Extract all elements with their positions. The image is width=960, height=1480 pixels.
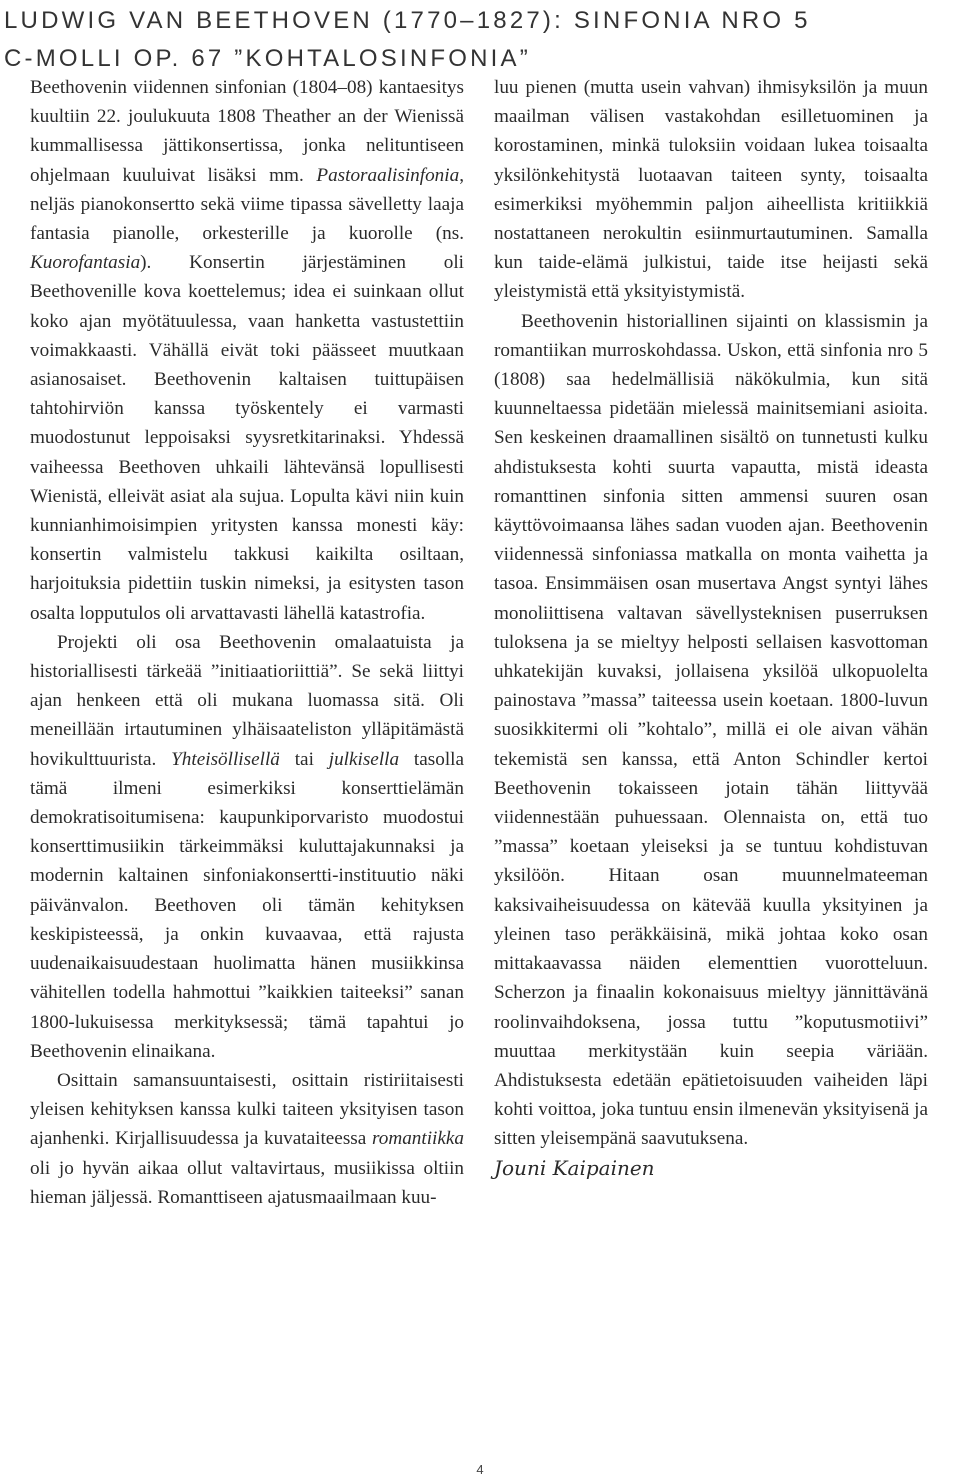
- right-column: [494, 73, 928, 1183]
- italic-work-title: Pastoraalisinfonia: [316, 164, 460, 186]
- italic-work-title: Kuorofantasia: [30, 252, 141, 274]
- article-title: [4, 2, 954, 78]
- paragraph-5: Beethovenin historiallinen sijainti on klassismin ja romantiikan murroskohdassa. Uskon, että sinfonia nro 5 (1808) saa hedelmällisiä näkökulmia, kun sitä kuunneltaessa pidetään mielessä mainitsemiani asioita. Sen keskeinen draamallinen sisältö on tunnetusti kulku ahdistuksesta kohti suurta vapautta, mistä ideasta romanttinen sinfonia sitten ammensi suuren osan käyttövoimaansa lähes sadan vuoden ajan. Beethovenin viidennessä sinfoniassa matkalla on monta vaihetta ja tasoa. Ensimmäisen osan musertava Angst syntyi lähes monoliittisena valtavan sävellysteknisen puserruksen tuloksena ja se mieltyy helposti sellaisen kasvottoman uhkatekijän kuvaksi, jollaisena yksilöä ulkopuolelta painostava ”massa” taiteessa usein koetaan. 1800-luvun suosikkitermi oli ”kohtalo”, millä ei ole aivan vähän tekemistä sen kanssa, että Anton Schindler kertoi Beethovenin tokaisseen jotain tähän liittyvää viidennestään puhuessaan. Olennaista on, että tuo ”massa” koetaan yleiseksi ja se tuntuu kohdistuvan yksilöön. Hitaan osan muunnelmateeman kaksivaiheisuudessa on kätevää kuulla yksityinen ja yleinen taso peräkkäisinä, mikä johtaa koko osan mittakaavassa näiden elementtien vuorotteluun. Scherzon ja finaalin kokonaisuus mieltyy jännittävänä roolinvaihdoksena, jossa tuttu ”koputusmotiivi” muuttaa merkitystään kuin seepia väriään. Ahdistuksesta edetään epätietoisuuden vaiheiden läpi kohti voittoa, joka tuntuu ensin ilmenevän yksityisenä ja sitten yleisempänä saavutuksena.: [494, 310, 928, 1150]
- paragraph-4: luu pienen (mutta usein vahvan) ihmisyksilön ja muun maailman välisen vastakohdan esilletuominen ja korostaminen, minkä tuloksiin voidaan lukea toisaalta yksilönkehitystä luotaavan taiteen synty, toisaalta esimerkiksi myöhemmin paljon aiheellista kritiikkiä nostattaneen nerokultin esiinmurtautuminen. Samalla kun taide-elämä julkistui, taide itse heijasti sekä yleistymistä että yksityistymistä.: [494, 77, 928, 303]
- paragraph-3: Osittain samansuuntaisesti, osittain ristiriitaisesti yleisen kehityksen kanssa kulki taiteen yksityisen tason ajanhenki. Kirjallisuudessa ja kuvataiteessa romantiikka oli jo hyvän aikaa ollut valtavirtaus, musiikissa oltiin hieman jäljessä. Romanttiseen ajatusmaailmaan kuu-: [30, 1069, 464, 1208]
- italic-term: julkisella: [328, 748, 400, 770]
- page-number: 4: [476, 1462, 484, 1477]
- italic-term: romantiikka: [371, 1128, 464, 1150]
- left-column: [30, 73, 464, 1212]
- paragraph-2: Projekti oli osa Beethovenin omalaatuista ja historiallisesti tärkeää ”initiaatioriittiä”. Se sekä liittyi ajan henkeen että oli mukana luomassa sitä. Oli meneillään irtautuminen ylhäisaateliston ylläpitämästä hovikulttuurista. Yhteisöllisellä tai julkisella tasolla tämä ilmeni esimerkiksi konserttielämän demokratisoitumisena: kaupunkiporvaristo muodostui konserttimusiikin tärkeimmäksi kuluttajakunnaksi ja modernin kaltainen sinfoniakonsertti-instituutio näki päivänvalon. Beethoven oli tämän kehityksen keskipisteessä, ja onkin kuvaavaa, että rajusta uudenaikaisuudestaan huolimatta hänen musiikkinsa vähitellen todella hahmottui ”kaikkien taiteeksi” sanan 1800-lukuisessa merkityksessä; tämä tapahtui jo Beethovenin elinaikana.: [30, 631, 464, 1062]
- paragraph-1: Beethovenin viidennen sinfonian (1804–08) kantaesitys kuultiin 22. joulukuuta 1808 Theather an der Wienissä kummallisessa jättikonsertissa, jonka nelituntiseen ohjelmaan kuuluivat lisäksi mm. Pastoraalisinfonia, neljäs pianokonsertto sekä viime tipassa sävelletty laaja fantasia pianolle, orkesterille ja kuorolle (ns. Kuorofantasia). Konsertin järjestäminen oli Beethovenille kova koettelemus; idea ei suinkaan ollut koko ajan myötätuulessa, vaan hanketta vastustettiin voimakkaasti. Vähällä eivät toki päässeet muutkaan asianosaiset. Beethovenin kaltaisen tuittupäisen tahtohirviön kanssa työskentely ei varmasti muodostunut leppoisaksi syysretkitarinaksi. Yhdessä vaiheessa Beethoven uhkaili lähtevänsä lopullisesti Wienistä, elleivät asiat ala sujua. Lopulta kävi niin kuin kunnianhimoisimpien yritysten kanssa monesti käy: konsertin valmistelu takkusi kaikilta osiltaan, harjoituksia pidettiin tuskin nimeksi, ja esitysten tason osalta lopputulos oli arvattavasti lähellä katastrofia.: [30, 77, 464, 624]
- italic-term: Yhteisöllisellä: [171, 748, 280, 770]
- title-line-2: C-MOLLI OP. 67 ”KOHTALOSINFONIA”: [4, 45, 531, 72]
- author-signature: Jouni Kaipainen: [494, 1155, 655, 1180]
- title-line-1: LUDWIG VAN BEETHOVEN (1770–1827): SINFONIA NRO 5: [4, 7, 811, 34]
